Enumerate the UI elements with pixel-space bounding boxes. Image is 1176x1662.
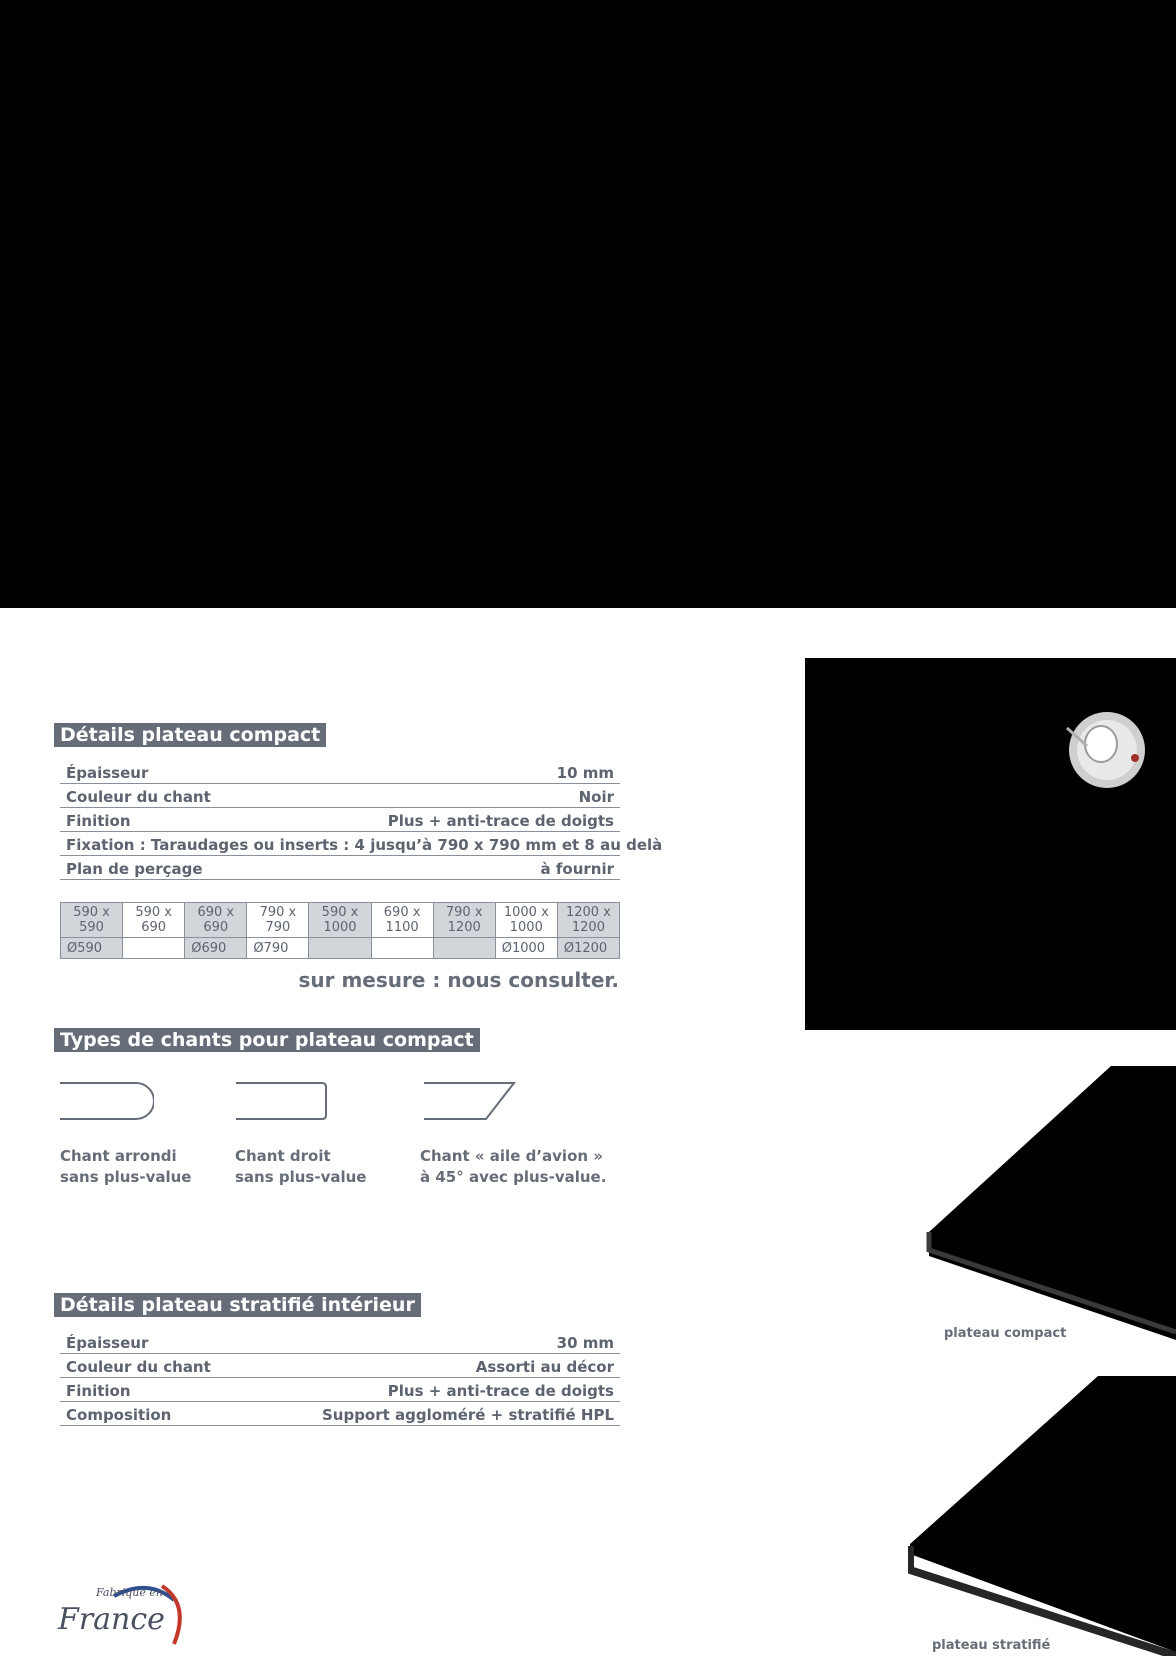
hero-image [0, 0, 1176, 608]
edge-label-line2: sans plus-value [235, 1168, 367, 1186]
spec-row-thickness [60, 760, 620, 784]
edge-label-rounded [60, 1146, 191, 1188]
edge-label-line1: Chant arrondi [60, 1147, 177, 1165]
spec-row-edge-color [60, 1354, 620, 1378]
diameter-cell [371, 938, 433, 959]
size-cell: 690 x 1100 [371, 903, 433, 938]
laminate-spec-list [60, 1330, 620, 1426]
spec-value: 30 mm [556, 1334, 614, 1352]
made-in-france-logo [58, 1580, 188, 1650]
size-dimensions-row [61, 903, 620, 938]
logo-small-text: Fabriqué en [96, 1586, 163, 1599]
spec-label: Fixation : Taraudages ou inserts : 4 jusqu’à 790 x 790 mm et 8 au delà [66, 836, 663, 854]
spec-row-thickness [60, 1330, 620, 1354]
coffee-cup-image [805, 658, 1176, 1030]
edge-label-line1: Chant « aile d’avion » [420, 1147, 603, 1165]
diameter-cell [123, 938, 185, 959]
laminate-caption: plateau stratifié [932, 1638, 1051, 1653]
compact-spec-list [60, 760, 663, 880]
edge-label-line2: à 45° avec plus-value. [420, 1168, 607, 1186]
size-table [60, 902, 620, 959]
size-cell: 790 x 790 [247, 903, 309, 938]
bevel-edge-icon [422, 1080, 522, 1122]
laminate-details-title: Détails plateau stratifié intérieur [54, 1293, 421, 1317]
spec-value: à fournir [540, 860, 614, 878]
diameter-cell: Ø790 [247, 938, 309, 959]
spec-value: Noir [578, 788, 614, 806]
diameter-cell [309, 938, 371, 959]
spec-label: Finition [66, 812, 131, 830]
compact-details-title: Détails plateau compact [54, 723, 326, 747]
size-cell: 590 x 1000 [309, 903, 371, 938]
edge-label-straight [235, 1146, 366, 1188]
spec-label: Finition [66, 1382, 131, 1400]
table-top-photo [805, 658, 1176, 1030]
diameter-cell: Ø590 [61, 938, 123, 959]
size-cell: 690 x 690 [185, 903, 247, 938]
compact-caption: plateau compact [944, 1326, 1067, 1341]
edge-label-line2: sans plus-value [60, 1168, 192, 1186]
spec-value: 10 mm [556, 764, 614, 782]
edge-label-bevel [420, 1146, 606, 1188]
custom-size-note: sur mesure : nous consulter. [298, 968, 619, 992]
straight-edge-icon [234, 1080, 330, 1122]
size-diameter-row [61, 938, 620, 959]
compact-top-image [915, 1064, 1176, 1344]
spec-label: Couleur du chant [66, 788, 211, 806]
spec-row-composition [60, 1402, 620, 1426]
spec-row-edge-color [60, 784, 620, 808]
diameter-cell: Ø1200 [557, 938, 619, 959]
diameter-cell: Ø690 [185, 938, 247, 959]
spec-row-drilling [60, 856, 620, 880]
spec-label: Épaisseur [66, 764, 149, 782]
rounded-edge-icon [58, 1080, 154, 1122]
spec-row-finish [60, 1378, 620, 1402]
spec-label: Composition [66, 1406, 172, 1424]
edge-types-title: Types de chants pour plateau compact [54, 1028, 480, 1052]
spec-value: Plus + anti-trace de doigts [387, 812, 614, 830]
diameter-cell: Ø1000 [495, 938, 557, 959]
spec-label: Plan de perçage [66, 860, 203, 878]
spec-value: Assorti au décor [475, 1358, 614, 1376]
laminate-top-image [908, 1374, 1176, 1656]
logo-big-text: France [58, 1602, 165, 1637]
spec-label: Couleur du chant [66, 1358, 211, 1376]
edge-label-line1: Chant droit [235, 1147, 331, 1165]
spec-label: Épaisseur [66, 1334, 149, 1352]
spec-value: Plus + anti-trace de doigts [387, 1382, 614, 1400]
spec-row-fixing [60, 832, 663, 856]
size-cell: 1200 x 1200 [557, 903, 619, 938]
size-cell: 790 x 1200 [433, 903, 495, 938]
spec-row-finish [60, 808, 620, 832]
diameter-cell [433, 938, 495, 959]
size-cell: 590 x 690 [123, 903, 185, 938]
size-cell: 590 x 590 [61, 903, 123, 938]
size-cell: 1000 x 1000 [495, 903, 557, 938]
spec-value: Support aggloméré + stratifié HPL [321, 1406, 614, 1424]
